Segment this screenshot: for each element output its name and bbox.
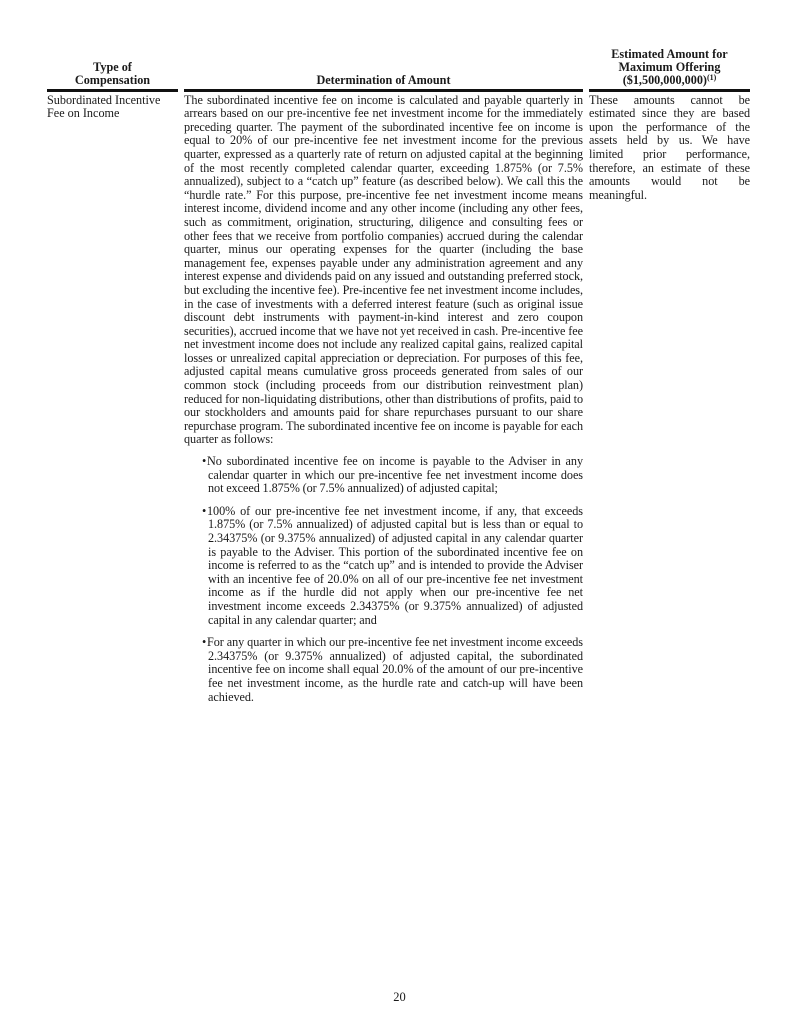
header-type-of-compensation: [47, 48, 184, 92]
bullet-text: No subordinated incentive fee on income is payable to the Adviser in any calendar quarter in which our pre-incentive fee net investment income does not exceed 1.875% (or 7.5% annualized) of adjusted capital;: [207, 454, 583, 496]
bullet-item: [202, 636, 583, 704]
table-row: [47, 92, 750, 714]
header-estimated-amount: [589, 48, 750, 92]
header-determination-label: Determination of Amount: [316, 73, 451, 88]
header-determination-of-amount: [184, 48, 589, 92]
bullet-text: 100% of our pre-incentive fee net investment income, if any, that exceeds 1.875% (or 7.5% annualized) of adjusted capital but is less than or equal to 2.34375% (or 9.375% annualized) of adjusted capital in any calendar quarter is payable to the Adviser. This portion of the subordinated incentive fee on income is referred to as the “catch up” and is intended to provide the Adviser with an incentive fee of 20.0% on all of our pre-incentive fee net investment income as if the hurdle did not apply when our pre-incentive fee net investment income exceeds 2.34375% (or 9.375% annualized) of adjusted capital in any calendar quarter; and: [207, 503, 583, 627]
header-estimated-amount-value: ($1,500,000,000): [622, 73, 707, 88]
header-type-line-1: Type of: [93, 60, 132, 75]
cell-estimated-amount: [589, 92, 750, 714]
determination-paragraph: The subordinated incentive fee on income is calculated and payable quarterly in arrears based on our pre-incentive fee net investment income for the immediately preceding quarter. The payment of the subordinated incentive fee on income is equal to 20% of our pre-incentive fee net investment income for the previous quarter, expressed as a quarterly rate of return on adjusted capital at the beginning of the most recently completed calendar quarter, exceeding 1.875% (or 7.5% annualized), subject to a “catch up” feature (as described below). We call this the “hurdle rate.” For this purpose, pre-incentive fee net investment income means interest income, dividend income and any other income (including any other fees, such as commitment, origination, structuring, diligence and consulting fees or other fees that we receive from portfolio companies) accrued during the calendar quarter, minus our operating expenses for the quarter (including the base management fee, expenses payable under any administration agreement and any interest expense and dividends paid on any issued and outstanding preferred stock, but excluding the incentive fee). Pre-incentive fee net investment income includes, in the case of investments with a deferred interest feature (such as original issue discount debt instruments with payment-in-kind interest and zero coupon securities), accrued income that we have not yet received in cash. Pre-incentive fee net investment income does not include any realized capital gains, realized capital losses or unrealized capital appreciation or depreciation. For purposes of this fee, adjusted capital means cumulative gross proceeds generated from sales of our common stock (including proceeds from our distribution reinvestment plan) reduced for non-liquidating distributions, other than distributions of profits, paid to our stockholders and amounts paid for share repurchases pursuant to our share repurchase program. The subordinated incentive fee on income is payable for each quarter as follows:: [184, 92, 583, 447]
header-rule-gap: [583, 89, 589, 92]
header-estimated-line-1: Estimated Amount for: [611, 47, 728, 61]
determination-bullet-list: [184, 455, 583, 704]
header-type-line-2: Compensation: [74, 73, 151, 88]
header-estimated-line-3: [589, 74, 750, 87]
bullet-icon: •: [202, 635, 207, 650]
bullet-text: For any quarter in which our pre-incentive fee net investment income exceeds 2.34375% (or 9.375% annualized) of adjusted capital, the subordinated incentive fee on income shall equal 20.0% of the amount of our pre-incentive fee net investment income, as the hurdle rate and catch-up will have been achieved.: [207, 635, 583, 704]
table-header-row: [47, 48, 750, 92]
header-rule-gap: [178, 89, 184, 92]
compensation-type-label: Subordinated Incentive Fee on Income: [47, 92, 161, 121]
cell-determination: [184, 92, 589, 714]
header-estimated-line-2: Maximum Offering: [618, 60, 721, 75]
estimated-amount-text: These amounts cannot be estimated since they are based upon the performance of the assets held by us. We have limited prior performance, therefore, an estimate of these amounts would not be meaningful.: [589, 92, 750, 202]
page-number: 20: [393, 990, 406, 1004]
bullet-item: [202, 455, 583, 496]
bullet-icon: •: [202, 454, 207, 469]
compensation-table: [47, 48, 750, 713]
cell-type: [47, 92, 184, 714]
footnote-reference: (1): [706, 73, 717, 83]
bullet-item: [202, 505, 583, 627]
bullet-icon: •: [202, 503, 207, 518]
